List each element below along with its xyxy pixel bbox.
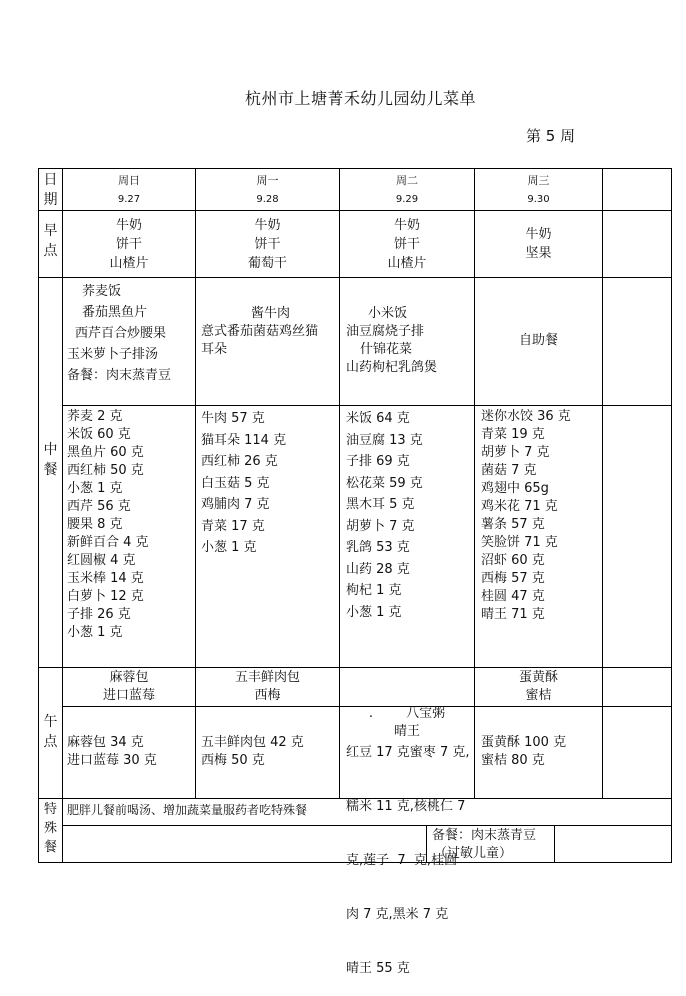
snack-row-label: 午 点 [43, 714, 58, 750]
snack-ingredients-mon: 五丰鲜肉包 42 克 西梅 50 克 [201, 735, 304, 768]
snack-ingredients-wed: 蛋黄酥 100 克 蜜桔 80 克 [481, 735, 567, 768]
breakfast-wed: 牛奶 坚果 [525, 227, 552, 261]
lunch-ingredients-tue: 米饭 64 克 油豆腐 13 克 子排 69 克 松花菜 59 克 黑木耳 5 克 胡萝卜 7 克 乳鸽 53 克 山药 28 克 枸杞 1 克 小葱 1 克 [346, 411, 423, 620]
snack-wed: 蛋黄酥 蜜桔 [518, 670, 558, 703]
snack-ingredients-tue: 红豆 17 克蜜枣 7 克, 糯米 11 克,核桃仁 7 克,莲子 7 克,桂圆 肉 7 克,黑米 7 克 晴王 55 克 [346, 745, 470, 976]
snack-ingredients-sun: 麻蓉包 34 克 进口蓝莓 30 克 [67, 735, 157, 768]
header-day-tue: 周二 9.29 [395, 174, 419, 205]
lunch-ingredients-sun: 荞麦 2 克 米饭 60 克 黑鱼片 60 克 西红柿 50 克 小葱 1 克 西芹 56 克 腰果 8 克 新鲜百合 4 克 红圆椒 4 克 玉米棒 14 克 白萝卜 12 克 子排 26 克 小葱 1 克 [67, 409, 149, 640]
breakfast-row-label: 早 点 [43, 223, 58, 259]
header-day-mon: 周一 9.28 [256, 174, 279, 205]
special-meal-note: 肥胖儿餐前喝汤、增加蔬菜量服药者吃特殊餐 [67, 803, 308, 817]
lunch-ingredients-mon: 牛肉 57 克 猫耳朵 114 克 西红柿 26 克 白玉菇 5 克 鸡脯肉 7 克 青菜 17 克 小葱 1 克 [201, 411, 287, 555]
special-row-label: 特 殊 餐 [43, 802, 57, 855]
lunch-dishes-sun: 荞麦饭 番茄黑鱼片 西芹百合炒腰果 玉米萝卜子排汤 备餐：肉末蒸青豆 [67, 284, 172, 383]
week-label: 第 5 周 [526, 127, 576, 145]
lunch-dishes-tue: 小米饭 油豆腐烧子排 什锦花菜 山药枸杞乳鸽煲 [346, 306, 438, 375]
lunch-ingredients-wed: 迷你水饺 36 克 青菜 19 克 胡萝卜 7 克 菌菇 7 克 鸡翅中 65g 鸡米花 71 克 薯条 57 克 笑脸饼 71 克 沼虾 60 克 西梅 57 克 桂圆 47 克 晴王 71 克 [481, 409, 571, 622]
lunch-dishes-mon: 酱牛肉 意式番茄菌菇鸡丝猫 耳朵 [201, 306, 319, 357]
snack-tue: . 八宝粥 晴王 [368, 706, 446, 739]
breakfast-tue: 牛奶 饼干 山楂片 [387, 218, 427, 271]
breakfast-mon: 牛奶 饼干 葡萄干 [247, 218, 287, 271]
header-day-wed: 周三 9.30 [527, 174, 550, 205]
snack-sun: 麻蓉包 进口蓝莓 [102, 670, 155, 703]
date-row-label: 日 期 [43, 172, 58, 208]
header-day-sun: 周日 9.27 [117, 174, 141, 205]
lunch-row-label: 中 餐 [43, 442, 58, 478]
page-title: 杭州市上塘菁禾幼儿园幼儿菜单 [245, 89, 477, 108]
allergy-note: 备餐：肉末蒸青豆 （过敏儿童） [432, 828, 537, 861]
breakfast-sun: 牛奶 饼干 山楂片 [109, 218, 149, 271]
lunch-dishes-wed: 自助餐 [518, 333, 558, 348]
snack-mon: 五丰鲜肉包 西梅 [234, 670, 300, 703]
